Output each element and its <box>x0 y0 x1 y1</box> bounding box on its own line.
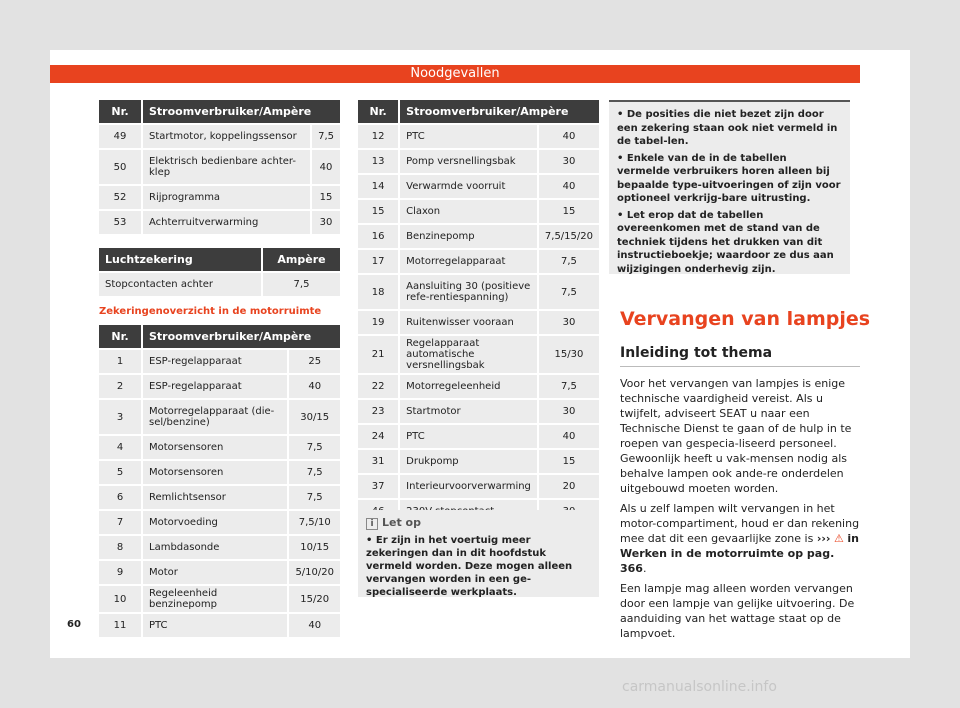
ampere-value: 7,5/10 <box>288 510 340 535</box>
chapter-header: Noodgevallen <box>50 65 860 83</box>
fuse-number: 11 <box>99 613 142 637</box>
fuse-number: 10 <box>99 585 142 613</box>
air-fuse-table <box>99 248 340 296</box>
consumer-name: Motorvoeding <box>142 510 288 535</box>
fuse-number: 15 <box>358 199 399 224</box>
consumer-name: Interieurvoorverwarming <box>399 474 538 499</box>
page-number: 60 <box>67 619 81 630</box>
notice-title <box>366 516 591 530</box>
table-row <box>99 485 340 510</box>
consumer-name: Motorregelapparaat (die-sel/benzine) <box>142 399 288 435</box>
ampere-value: 7,5 <box>262 272 340 296</box>
consumer-name: Benzinepomp <box>399 224 538 249</box>
fuse-number: 31 <box>358 449 399 474</box>
consumer-name: Lambdasonde <box>142 535 288 560</box>
ampere-value: 15 <box>538 199 599 224</box>
table-row <box>358 474 599 499</box>
note-item: • Enkele van de in de tabellen vermelde verbruikers horen alleen bij bepaalde type-uitvoeringen of zijn voor optioneel verkrijg-bare uitrusting. <box>617 152 841 204</box>
table-row <box>358 224 599 249</box>
fuse-number: 23 <box>358 399 399 424</box>
paragraph-2: Als u zelf lampen wilt vervangen in het motor-compartiment, houd er dan rekening mee dat dit een gevaarlijke zone is ››› ⚠ in Werken in de motorruimte op pag. 366. <box>620 502 860 575</box>
fuse-number: 50 <box>99 149 142 185</box>
fuse-number: 37 <box>358 474 399 499</box>
note-text: Let erop dat de tabellen overeenkomen met de stand van de techniek tijdens het drukken van dit instructieboekje; waardoor ze dus aan wijzigingen onderhevig zijn. <box>617 209 834 275</box>
note-text: Enkele van de in de tabellen vermelde verbruikers horen alleen bij bepaalde type-uitvoeringen of zijn voor optioneel verkrijg-bare uitrusting. <box>617 152 841 204</box>
ampere-value: 15/30 <box>538 335 599 374</box>
consumer-name: Elektrisch bedienbare achter-klep <box>142 149 311 185</box>
col-header-consumer: Stroomverbruiker/Ampère <box>142 100 340 124</box>
section-title: Vervangen van lampjes <box>620 308 871 330</box>
fuse-number: 17 <box>358 249 399 274</box>
fuse-table-interior <box>99 100 340 234</box>
consumer-name: Ruitenwisser vooraan <box>399 310 538 335</box>
ampere-value: 15 <box>311 185 340 210</box>
info-icon: i <box>366 518 378 530</box>
consumer-name: Stopcontacten achter <box>99 272 262 296</box>
fuse-number: 1 <box>99 349 142 374</box>
table-row <box>358 449 599 474</box>
warning-icon: ⚠ <box>833 532 844 545</box>
consumer-name: Verwarmde voorruit <box>399 174 538 199</box>
ampere-value: 30 <box>538 399 599 424</box>
notice-text: • Er zijn in het voertuig meer zekeringen dan in dit hoofdstuk vermeld worden. Deze mogen alleen vervangen worden in een ge-specialiseerde werkplaats. <box>366 535 573 598</box>
fuse-number: 16 <box>358 224 399 249</box>
fuse-number: 18 <box>358 274 399 310</box>
consumer-name: ESP-regelapparaat <box>142 349 288 374</box>
consumer-name: Pomp versnellingsbak <box>399 149 538 174</box>
col-header-nr: Nr. <box>99 325 142 349</box>
consumer-name: ESP-regelapparaat <box>142 374 288 399</box>
col-header-consumer: Stroomverbruiker/Ampère <box>142 325 340 349</box>
table-row <box>99 510 340 535</box>
table-row <box>358 149 599 174</box>
note-text: De posities die niet bezet zijn door een zekering staan ook niet vermeld in de tabel-len. <box>617 109 838 147</box>
paragraph-2-text: Als u zelf lampen wilt vervangen in het motor-compartiment, houd er dan rekening mee dat dit een gevaarlijke zone is <box>620 502 860 545</box>
notice-text-body: Er zijn in het voertuig meer zekeringen dan in dit hoofdstuk vermeld worden. Deze mogen alleen vervangen worden in een ge-specialiseerde werkplaats. <box>366 535 573 598</box>
col-header-airfuse: Luchtzekering <box>99 248 262 272</box>
ampere-value: 7,5 <box>538 249 599 274</box>
table-row <box>358 174 599 199</box>
note-item: • De posities die niet bezet zijn door een zekering staan ook niet vermeld in de tabel-len. <box>617 109 838 147</box>
notes-box <box>609 100 850 274</box>
consumer-name: Motorsensoren <box>142 435 288 460</box>
fuse-number: 3 <box>99 399 142 435</box>
body-text <box>620 376 860 646</box>
engine-fuse-title: Zekeringenoverzicht in de motorruimte <box>99 306 322 317</box>
table-row <box>358 399 599 424</box>
consumer-name: Startmotor, koppelingssensor <box>142 124 311 149</box>
consumer-name: PTC <box>399 124 538 149</box>
col-header-nr: Nr. <box>358 100 399 124</box>
col-header-consumer: Stroomverbruiker/Ampère <box>399 100 599 124</box>
notice-title-text: Let op <box>382 516 421 529</box>
ampere-value: 40 <box>538 124 599 149</box>
fuse-table-engine <box>99 325 340 637</box>
col-header-ampere: Ampère <box>262 248 340 272</box>
ampere-value: 30 <box>311 210 340 234</box>
fuse-number: 22 <box>358 374 399 399</box>
ampere-value: 7,5/15/20 <box>538 224 599 249</box>
consumer-name: Aansluiting 30 (positieve refe-rentiespanning) <box>399 274 538 310</box>
fuse-number: 19 <box>358 310 399 335</box>
consumer-name: PTC <box>399 424 538 449</box>
table-row <box>99 399 340 435</box>
consumer-name: Motor <box>142 560 288 585</box>
ampere-value: 7,5 <box>538 274 599 310</box>
table-row <box>99 124 340 149</box>
fuse-number: 49 <box>99 124 142 149</box>
ampere-value: 40 <box>288 613 340 637</box>
table-row <box>99 613 340 637</box>
reference-link[interactable]: in Werken in de motorruimte op pag. 366 <box>620 532 859 575</box>
fuse-number: 5 <box>99 460 142 485</box>
ampere-value: 25 <box>288 349 340 374</box>
table-row <box>99 210 340 234</box>
fuse-number: 24 <box>358 424 399 449</box>
table-row <box>99 185 340 210</box>
col-header-nr: Nr. <box>99 100 142 124</box>
consumer-name: Drukpomp <box>399 449 538 474</box>
ampere-value: 15 <box>538 449 599 474</box>
consumer-name: Regelapparaat automatische versnellingsbak <box>399 335 538 374</box>
fuse-number: 9 <box>99 560 142 585</box>
ampere-value: 7,5 <box>311 124 340 149</box>
paragraph-1: Voor het vervangen van lampjes is enige technische vaardigheid vereist. Als u twijfelt, adviseert SEAT u naar een Technische Dienst te gaan of de hulp in te roepen van gespecia-liseerd personeel. Gewoonlijk heeft u vak-mensen nodig als behalve lampen ook ande-re onderdelen uitgebouwd moeten worden. <box>620 377 852 495</box>
table-row <box>99 374 340 399</box>
ampere-value: 7,5 <box>288 485 340 510</box>
paragraph-3: Een lampje mag alleen worden vervangen door een lampje van gelijke uitvoering. De aanduiding van het wattage staat op de lampvoet. <box>620 582 855 640</box>
fuse-number: 53 <box>99 210 142 234</box>
consumer-name: Regeleenheid benzinepomp <box>142 585 288 613</box>
table-row <box>99 149 340 185</box>
fuse-number: 21 <box>358 335 399 374</box>
consumer-name: Motorsensoren <box>142 460 288 485</box>
consumer-name: PTC <box>142 613 288 637</box>
table-row <box>358 124 599 149</box>
table-row <box>99 435 340 460</box>
fuse-table-engine-continued <box>358 100 599 523</box>
ampere-value: 20 <box>538 474 599 499</box>
note-item: • Let erop dat de tabellen overeenkomen met de stand van de techniek tijdens het drukken van dit instructieboekje; waardoor ze dus aan wijzigingen onderhevig zijn. <box>617 209 834 275</box>
fuse-number: 4 <box>99 435 142 460</box>
table-row <box>99 460 340 485</box>
divider <box>620 366 860 367</box>
table-row <box>358 249 599 274</box>
fuse-number: 13 <box>358 149 399 174</box>
ampere-value: 30 <box>538 310 599 335</box>
table-row <box>358 374 599 399</box>
table-row <box>99 349 340 374</box>
middle-column <box>358 100 599 523</box>
ampere-value: 5/10/20 <box>288 560 340 585</box>
consumer-name: Achterruitverwarming <box>142 210 311 234</box>
table-row <box>99 535 340 560</box>
ampere-value: 40 <box>311 149 340 185</box>
ampere-value: 30 <box>538 149 599 174</box>
ampere-value: 15/20 <box>288 585 340 613</box>
consumer-name: Startmotor <box>399 399 538 424</box>
table-row <box>358 199 599 224</box>
fuse-number: 52 <box>99 185 142 210</box>
watermark: carmanualsonline.info <box>622 679 777 695</box>
fuse-number: 14 <box>358 174 399 199</box>
notice-box <box>358 510 599 597</box>
ampere-value: 7,5 <box>288 435 340 460</box>
consumer-name: Motorregeleenheid <box>399 374 538 399</box>
table-row <box>358 335 599 374</box>
table-row <box>99 585 340 613</box>
consumer-name: Motorregelapparaat <box>399 249 538 274</box>
fuse-number: 6 <box>99 485 142 510</box>
ampere-value: 10/15 <box>288 535 340 560</box>
fuse-number: 12 <box>358 124 399 149</box>
table-row <box>358 274 599 310</box>
fuse-number: 2 <box>99 374 142 399</box>
section-subtitle: Inleiding tot thema <box>620 345 773 361</box>
ampere-value: 40 <box>538 174 599 199</box>
table-row <box>358 424 599 449</box>
table-row <box>358 310 599 335</box>
fuse-number: 8 <box>99 535 142 560</box>
left-column <box>99 100 340 637</box>
consumer-name: Rijprogramma <box>142 185 311 210</box>
table-row <box>99 560 340 585</box>
ampere-value: 7,5 <box>538 374 599 399</box>
table-row <box>99 272 340 296</box>
fuse-number: 7 <box>99 510 142 535</box>
consumer-name: Claxon <box>399 199 538 224</box>
ampere-value: 30/15 <box>288 399 340 435</box>
ampere-value: 7,5 <box>288 460 340 485</box>
ampere-value: 40 <box>538 424 599 449</box>
ampere-value: 40 <box>288 374 340 399</box>
consumer-name: Remlichtsensor <box>142 485 288 510</box>
reference-arrows: ››› <box>816 532 831 545</box>
